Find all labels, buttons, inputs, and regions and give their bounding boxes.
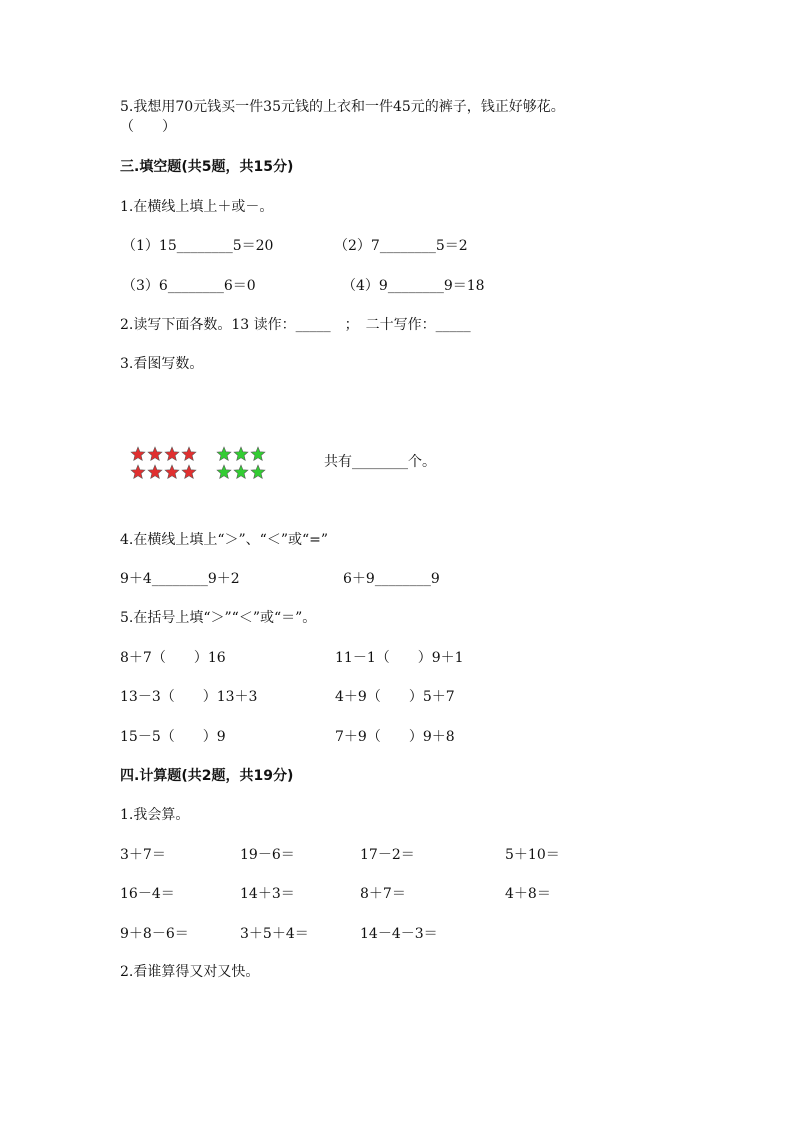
s4-q1-title: 1.我会算。: [120, 807, 190, 823]
calc-item-5[interactable]: 16－4＝: [120, 886, 175, 902]
red-star-icon: [181, 464, 197, 480]
red-star-icon: [181, 446, 197, 462]
section-3-title: 三.填空题(共5题，共15分): [120, 159, 294, 175]
s3-q5-item-1[interactable]: 8＋7（ ）16: [120, 650, 226, 666]
s3-q5-item-2[interactable]: 11－1（ ）9＋1: [335, 650, 464, 666]
red-star-icon: [164, 464, 180, 480]
calc-item-10[interactable]: 3＋5＋4＝: [240, 926, 309, 942]
green-star-icon: [233, 464, 249, 480]
green-stars-row-1: [216, 446, 267, 464]
green-stars-row-2: [216, 464, 267, 482]
s3-q4-item-2[interactable]: 6＋9________9: [343, 571, 440, 587]
s3-q1-item-1[interactable]: （1）15________5＝20: [122, 238, 274, 254]
star-row-1: [130, 446, 267, 464]
calc-item-6[interactable]: 14＋3＝: [240, 886, 295, 902]
s3-q1-title: 1.在横线上填上＋或－。: [120, 199, 274, 215]
section-4-title: 四.计算题(共2题，共19分): [120, 768, 294, 784]
star-row-2: [130, 464, 267, 482]
s3-q5-item-4[interactable]: 4＋9（ ）5＋7: [335, 689, 455, 705]
red-star-icon: [164, 446, 180, 462]
calc-item-1[interactable]: 3＋7＝: [120, 847, 166, 863]
s3-q5-item-5[interactable]: 15－5（ ）9: [120, 729, 226, 745]
red-star-icon: [147, 446, 163, 462]
calc-item-2[interactable]: 19－6＝: [240, 847, 295, 863]
calc-item-11[interactable]: 14－4－3＝: [360, 926, 438, 942]
green-star-icon: [250, 446, 266, 462]
green-star-icon: [216, 446, 232, 462]
judge-answer-paren[interactable]: （ ）: [120, 119, 176, 135]
red-star-icon: [130, 446, 146, 462]
red-star-icon: [147, 464, 163, 480]
star-picture: [130, 446, 267, 482]
s3-q3-answer[interactable]: 共有________个。: [324, 454, 436, 470]
calc-item-8[interactable]: 4＋8＝: [505, 886, 551, 902]
red-stars-row-1: [130, 446, 198, 464]
s3-q1-item-4[interactable]: （4）9________9＝18: [342, 278, 485, 294]
s3-q1-item-3[interactable]: （3）6________6＝0: [122, 278, 256, 294]
s3-q5-item-3[interactable]: 13－3（ ）13＋3: [120, 689, 258, 705]
green-star-icon: [250, 464, 266, 480]
s4-q2-title: 2.看谁算得又对又快。: [120, 964, 260, 980]
s3-q5-item-6[interactable]: 7＋9（ ）9＋8: [335, 729, 455, 745]
s3-q1-item-2[interactable]: （2）7________5＝2: [334, 238, 468, 254]
red-stars-row-2: [130, 464, 198, 482]
s3-q4-item-1[interactable]: 9＋4________9＋2: [120, 571, 240, 587]
s3-q4-title: 4.在横线上填上“＞”、“＜”或“=”: [120, 532, 329, 548]
green-star-icon: [216, 464, 232, 480]
red-star-icon: [130, 464, 146, 480]
calc-item-3[interactable]: 17－2＝: [360, 847, 415, 863]
green-star-icon: [233, 446, 249, 462]
s3-q3-title: 3.看图写数。: [120, 356, 204, 372]
calc-item-4[interactable]: 5＋10＝: [505, 847, 560, 863]
judge-question-5: 5.我想用70元钱买一件35元钱的上衣和一件45元的裤子，钱正好够花。: [120, 99, 565, 115]
calc-item-7[interactable]: 8＋7＝: [360, 886, 406, 902]
s3-q5-title: 5.在括号上填“＞”“＜”或“＝”。: [120, 610, 317, 626]
s3-q2-title[interactable]: 2.读写下面各数。13 读作：_____ ； 二十写作：_____: [120, 317, 471, 333]
calc-item-9[interactable]: 9＋8－6＝: [120, 926, 189, 942]
